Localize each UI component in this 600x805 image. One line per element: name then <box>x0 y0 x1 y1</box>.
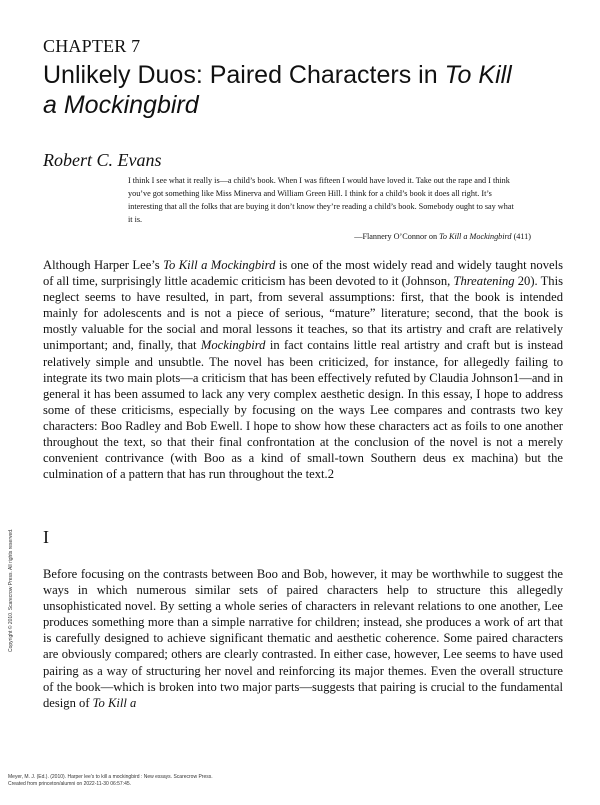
text-run: 20). This neglect seems to have resulted, in part, from several assumptions: first, that the book is intended mainly for adolescents and is not a piece of serious, “mature” literature; second, that the book is mostly valuable for the social and moral lessons it teaches, so that its artistry and craft are relatively unimportant; and, finally, that <box>43 274 563 353</box>
epigraph-attribution-title: To Kill a Mockingbird <box>439 232 512 241</box>
section-heading: I <box>43 527 49 547</box>
italic-run: Mockingbird <box>200 338 266 353</box>
text-run: is one of the most widely read and widely taught novels of all time, surprisingly little academic criticism has been devoted to it (Johnson, <box>43 258 563 289</box>
chapter-label: CHAPTER 7 <box>43 36 141 56</box>
text-run: Before focusing on the contrasts between Boo and Bob, however, it may be worthwhile to suggest the ways in which numerous similar sets of paired characters help to structure this allegedly unsophisticated novel. By setting a whole series of characters in relevant relations to one another, Lee produces something more than a simple narrative for children; instead, she produces a work of art that is carefully designed to achieve significant thematic and aesthetic coherence. Some paired characters are obviously compared; others are clearly contrasted. In either case, however, Lee seems to have used pairing as a way of structuring her novel and reinforcing its major themes. Even the overall structure of the book—which is broken into two major parts—suggests that pairing is crucial to the fundamental design of <box>43 567 563 710</box>
text-run: Although Harper Lee’s <box>43 258 164 272</box>
italic-run: To Kill a <box>92 695 137 710</box>
chapter-title-italic-line2: a Mockingbird <box>43 91 199 119</box>
epigraph-attribution-prefix: —Flannery O’Connor on <box>354 232 440 241</box>
citation-footer <box>8 774 213 788</box>
text-run: in fact contains little real artistry and craft but is instead relatively simple and unsubtle. The novel has been criticized, for instance, for allegedly failing to integrate its two main plots—a criticism that has been effectively refuted by Claudia Johnson1—and in general it has been assumed to lack any very complex aesthetic design. In this essay, I hope to address some of these criticisms, especially by focusing on the ways Lee compares and contrasts two key characters: Boo Radley and Bob Ewell. I hope to show how these characters act as foils to one another throughout the text, so that their final confrontation at the conclusion of the novel is not a merely convenient contrivance (with Boo as a kind of small-town Southern deus ex machina) but the culmination of a pattern that has run throughout the text.2 <box>43 338 564 482</box>
created-from-line: Created from princeton/alumni on 2022-11-30 06:57:45. <box>8 781 132 787</box>
epigraph-attribution-suffix: (411) <box>511 232 531 241</box>
chapter-title-text: Unlikely Duos: Paired Characters in <box>43 61 445 89</box>
chapter-title-italic: To Kill <box>444 61 512 89</box>
epigraph-attribution <box>300 232 531 241</box>
author-name: Robert C. Evans <box>43 150 162 170</box>
citation-line: Meyer, M. J. (Ed.). (2010). Harper lee's to kill a mockingbird : New essays. Scarecrow Press. <box>8 774 213 780</box>
italic-run: To Kill a Mockingbird <box>163 258 276 272</box>
margin-copyright-notice: Copyright © 2010. Scarecrow Press. All rights reserved. <box>8 528 14 652</box>
epigraph-quote: I think I see what it really is—a child’s book. When I was fifteen I would have loved it. Take out the rape and I think you’ve got something like Miss Minerva and William Green Hill. I think for a child’s book it does all right. It’s interesting that all the folks that are buying it don’t know they’re reading a child’s book. Somebody ought to say what it is. <box>128 176 514 224</box>
paragraph-section-one <box>43 566 563 711</box>
chapter-title <box>43 60 563 120</box>
paragraph-intro <box>43 257 563 482</box>
italic-run: Threatening <box>453 274 515 289</box>
